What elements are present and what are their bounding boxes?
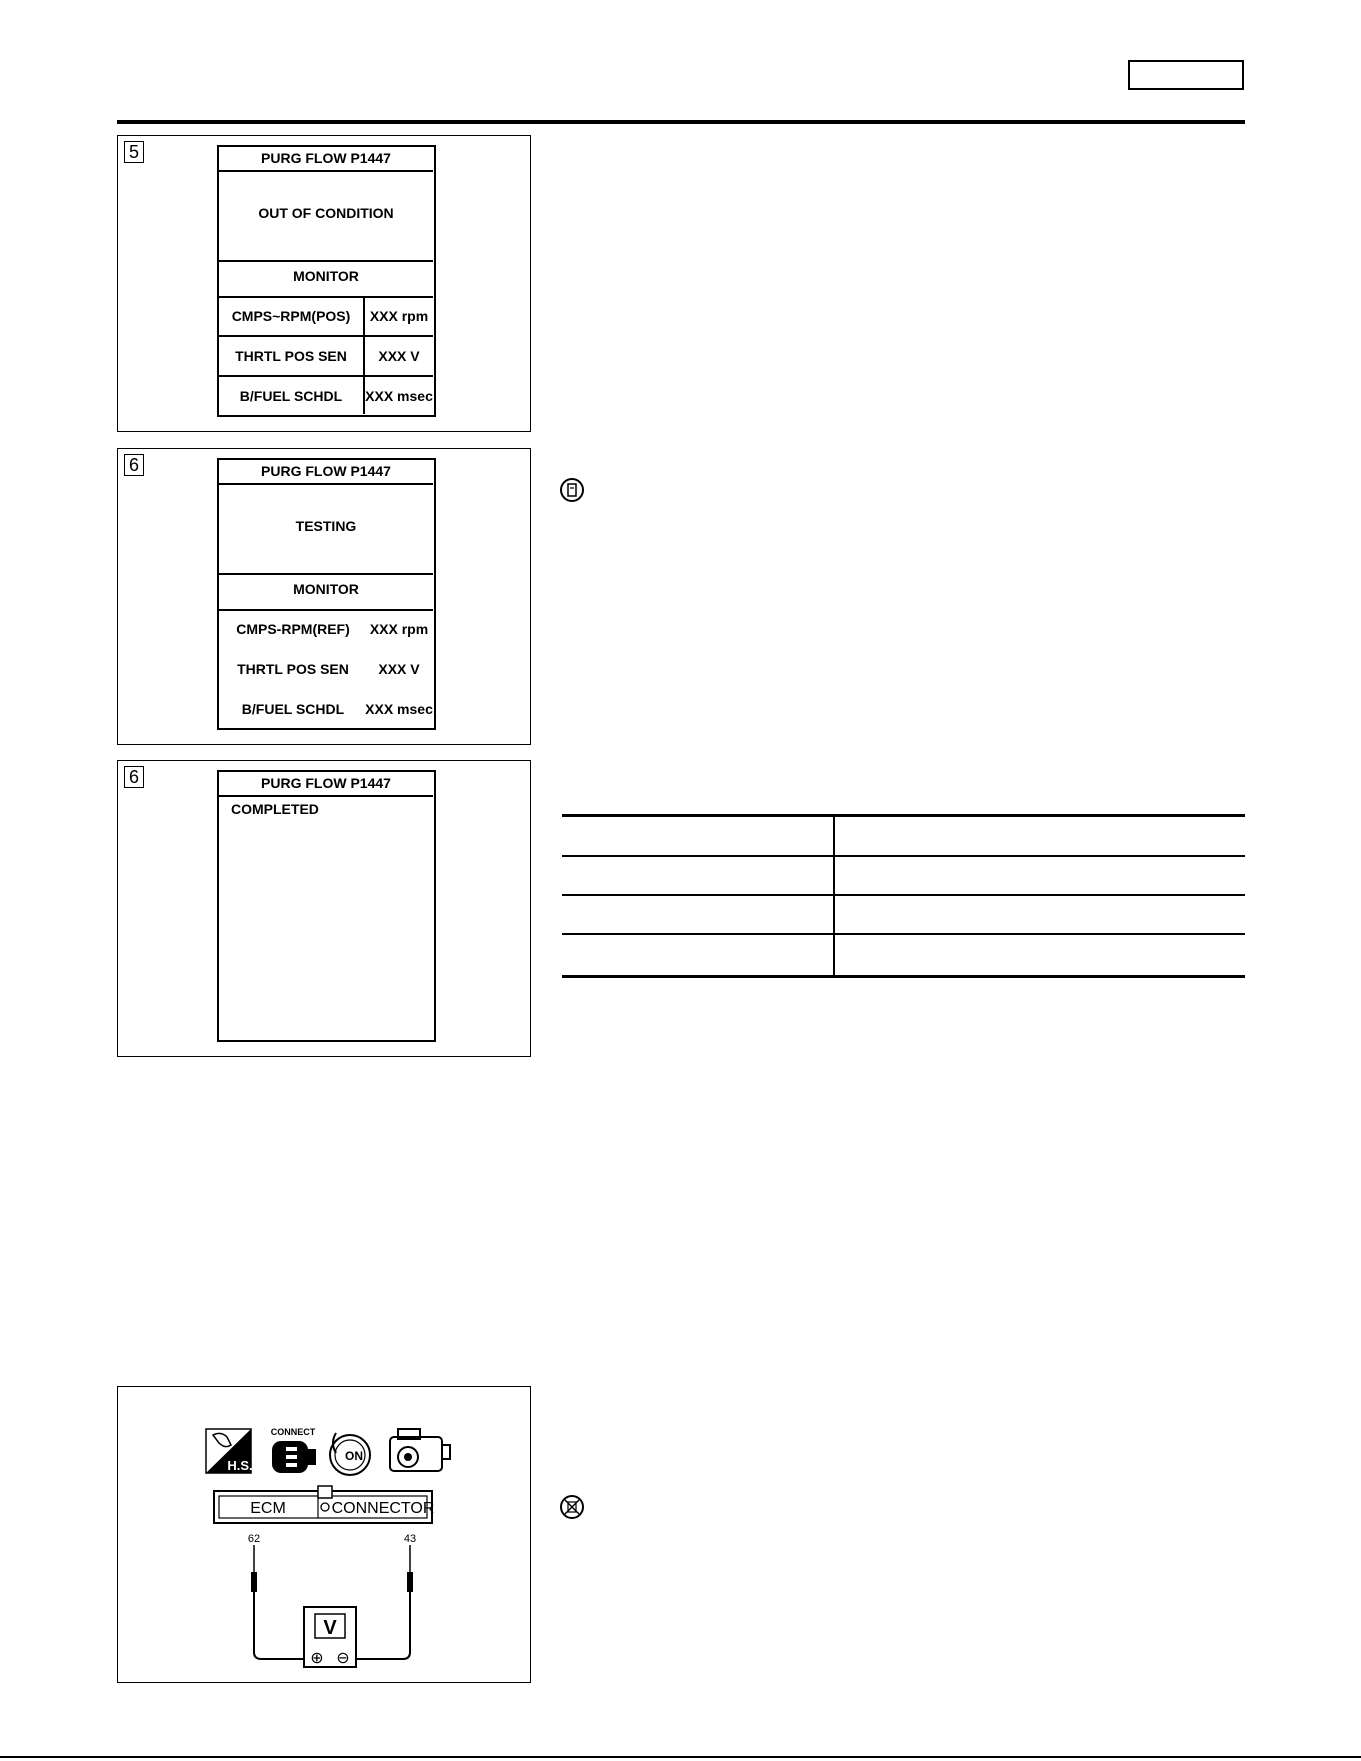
screen-status: COMPLETED (231, 801, 319, 817)
voltmeter (304, 1607, 356, 1667)
connector-connect-icon (271, 1427, 316, 1473)
consult-screen (217, 458, 436, 730)
monitor-row-value: XXX rpm (369, 621, 429, 637)
step-badge: 5 (124, 141, 144, 163)
no-tools-icon (560, 1495, 584, 1519)
screen-panel-step6-testing (117, 448, 531, 745)
monitor-row-label: THRTL POS SEN (237, 661, 349, 677)
screen-status: OUT OF CONDITION (258, 205, 394, 221)
monitor-row-label: B/FUEL SCHDL (241, 701, 345, 717)
step-badge: 6 (124, 766, 144, 788)
screen-status: TESTING (295, 518, 357, 534)
ecm-connector (214, 1486, 434, 1523)
monitor-row-value: XXX msec (365, 388, 433, 404)
negative-terminal: ⊖ (336, 1648, 350, 1667)
step-badge: 6 (124, 454, 144, 476)
screen-panel-step5 (117, 135, 531, 432)
pin-left-label: 62 (247, 1533, 261, 1545)
screen-title: PURG FLOW P1447 (261, 775, 391, 791)
screen-title: PURG FLOW P1447 (261, 463, 391, 479)
monitor-row-label: CMPS-RPM(REF) (236, 621, 350, 637)
consult-screen (217, 145, 436, 417)
monitor-row-label: B/FUEL SCHDL (239, 388, 343, 404)
ecm-label: ECM (250, 1500, 286, 1517)
positive-terminal: ⊕ (310, 1648, 324, 1667)
monitor-heading: MONITOR (293, 268, 359, 284)
monitor-heading: MONITOR (293, 581, 359, 597)
ecm-voltage-diagram-panel (117, 1386, 531, 1683)
probe-left (251, 1545, 304, 1659)
monitor-row-label: CMPS~RPM(POS) (231, 308, 351, 324)
screen-panel-step6-completed (117, 760, 531, 1057)
screen-title: PURG FLOW P1447 (261, 150, 391, 166)
connector-label: CONNECTOR (331, 1500, 435, 1517)
key-on-label: ON (345, 1449, 363, 1463)
monitor-row-value: XXX rpm (369, 308, 429, 324)
connect-label: CONNECT (270, 1427, 316, 1437)
probe-right (356, 1545, 413, 1659)
blank-table (562, 814, 1245, 978)
page-header-box (1128, 60, 1244, 90)
hs-label: H.S. (227, 1458, 253, 1473)
consult-mode-icon (560, 478, 584, 502)
header-rule (117, 120, 1245, 124)
engine-icon (390, 1429, 450, 1471)
monitor-row-value: XXX V (378, 661, 420, 677)
ignition-on-icon (330, 1433, 370, 1475)
consult-screen (217, 770, 436, 1042)
footer-rule (0, 1756, 1361, 1758)
monitor-row-label: THRTL POS SEN (235, 348, 347, 364)
pin-right-label: 43 (403, 1533, 417, 1545)
monitor-row-value: XXX msec (365, 701, 433, 717)
hs-harness-icon (206, 1429, 253, 1473)
voltmeter-label: V (323, 1617, 337, 1639)
monitor-row-value: XXX V (378, 348, 420, 364)
diagram-svg (118, 1387, 530, 1682)
